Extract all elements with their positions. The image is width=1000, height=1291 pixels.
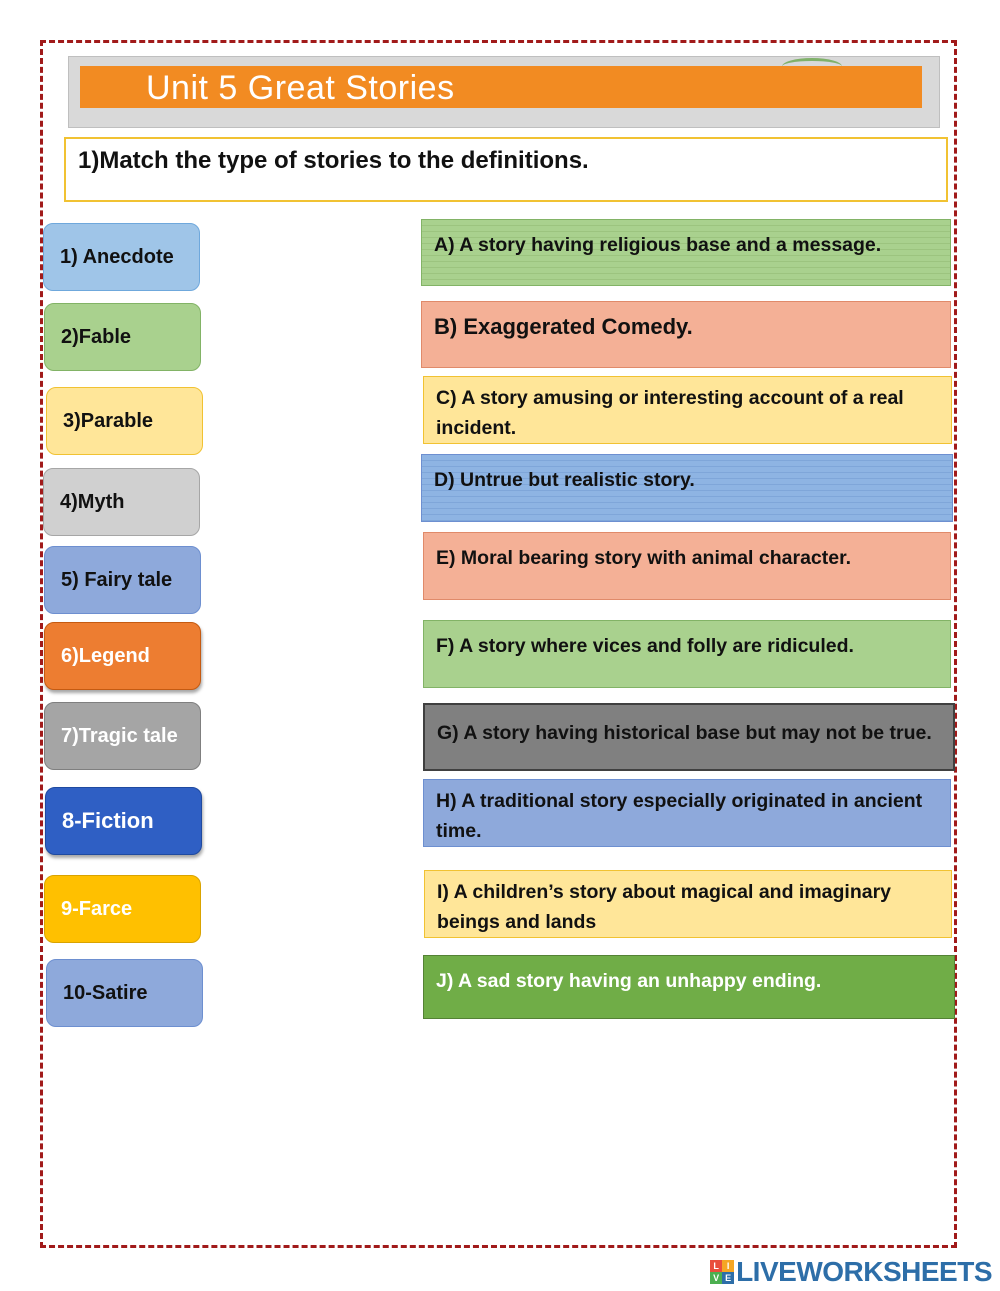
definition-b[interactable]: B) Exaggerated Comedy.: [421, 301, 951, 368]
definition-a[interactable]: A) A story having religious base and a message.: [421, 219, 951, 286]
term-parable[interactable]: 3)Parable: [46, 387, 203, 455]
definition-i[interactable]: I) A children’s story about magical and imaginary beings and lands: [424, 870, 952, 938]
liveworksheets-logo-icon: L I V E: [710, 1260, 734, 1284]
definition-j[interactable]: J) A sad story having an unhappy ending.: [423, 955, 955, 1019]
term-satire[interactable]: 10-Satire: [46, 959, 203, 1027]
term-fiction[interactable]: 8-Fiction: [45, 787, 202, 855]
definition-f[interactable]: F) A story where vices and folly are ridiculed.: [423, 620, 951, 688]
term-myth[interactable]: 4)Myth: [43, 468, 200, 536]
term-fable[interactable]: 2)Fable: [44, 303, 201, 371]
term-farce[interactable]: 9-Farce: [44, 875, 201, 943]
watermark-text: LIVEWORKSHEETS: [736, 1256, 992, 1287]
leaf-decoration-icon: [782, 58, 842, 75]
definition-h[interactable]: H) A traditional story especially originated in ancient time.: [423, 779, 951, 847]
term-anecdote[interactable]: 1) Anecdote: [43, 223, 200, 291]
page-title: Unit 5 Great Stories: [146, 69, 455, 107]
term-legend[interactable]: 6)Legend: [44, 622, 201, 690]
definition-e[interactable]: E) Moral bearing story with animal character.: [423, 532, 951, 600]
instruction-text: 1)Match the type of stories to the definitions.: [64, 137, 948, 202]
definition-c[interactable]: C) A story amusing or interesting account of a real incident.: [423, 376, 952, 444]
liveworksheets-watermark: [710, 1257, 992, 1287]
term-tragic-tale[interactable]: 7)Tragic tale: [44, 702, 201, 770]
definition-g[interactable]: G) A story having historical base but may not be true.: [423, 703, 955, 771]
term-fairy-tale[interactable]: 5) Fairy tale: [44, 546, 201, 614]
definition-d[interactable]: D) Untrue but realistic story.: [421, 454, 953, 522]
